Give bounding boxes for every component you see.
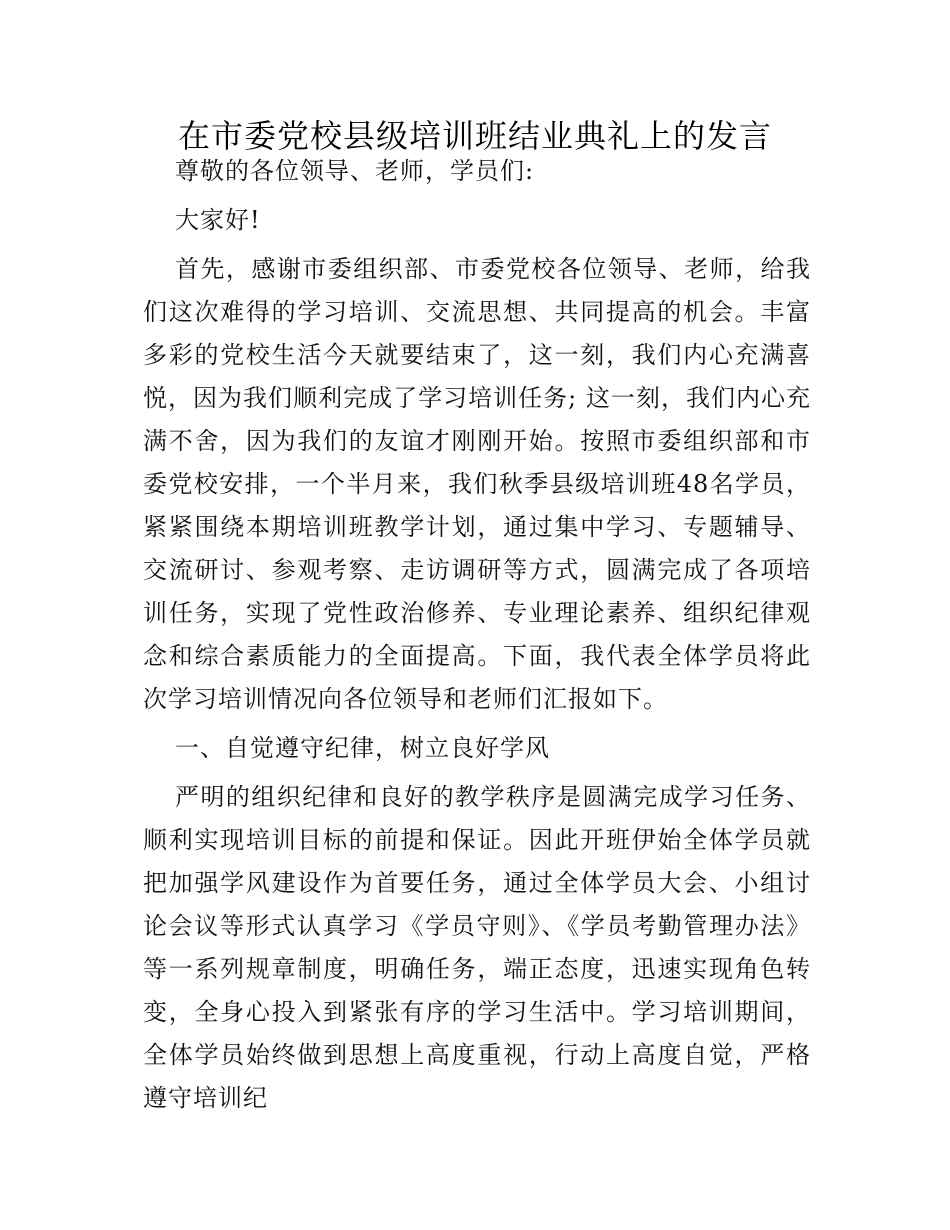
body-paragraph-discipline: 严明的组织纪律和良好的教学秩序是圆满完成学习任务、顺利实现培训目标的前提和保证。因此开班伊始全体学员就把加强学风建设作为首要任务，通过全体学员大会、小组讨论会议等形式认真学习《学员守则》、《学员考勤管理办法》等一系列规章制度，明确任务，端正态度，迅速实现角色转变，全身心投入到紧张有序的学习生活中。学习培训期间，全体学员始终做到思想上高度重视，行动上高度自觉，严格遵守培训纪 [143,783,811,1112]
greeting-paragraph: 大家好! [175,206,261,234]
document-title: 在市委党校县级培训班结业典礼上的发言 [177,117,772,155]
section-heading: 一、自觉遵守纪律，树立良好学风 [175,734,550,762]
body-paragraph-introduction: 首先，感谢市委组织部、市委党校各位领导、老师，给我们这次难得的学习培训、交流思想、共同提高的机会。丰富多彩的党校生活今天就要结束了，这一刻，我们内心充满喜悦，因为我们顺利完成了学习培训任务; 这一刻，我们内心充满不舍，因为我们的友谊才刚刚开始。按照市委组织部和市委党校安排，一个半月来，我们秋季县级培训班48名学员，紧紧围绕本期培训班教学计划，通过集中学习、专题辅导、交流研讨、参观考察、走访调研等方式，圆满完成了各项培训任务，实现了党性政治修养、专业理论素养、组织纪律观念和综合素质能力的全面提高。下面，我代表全体学员将此次学习培训情况向各位领导和老师们汇报如下。 [143,255,811,713]
salutation-paragraph: 尊敬的各位领导、老师，学员们: [175,157,535,185]
document-body [143,150,811,1126]
